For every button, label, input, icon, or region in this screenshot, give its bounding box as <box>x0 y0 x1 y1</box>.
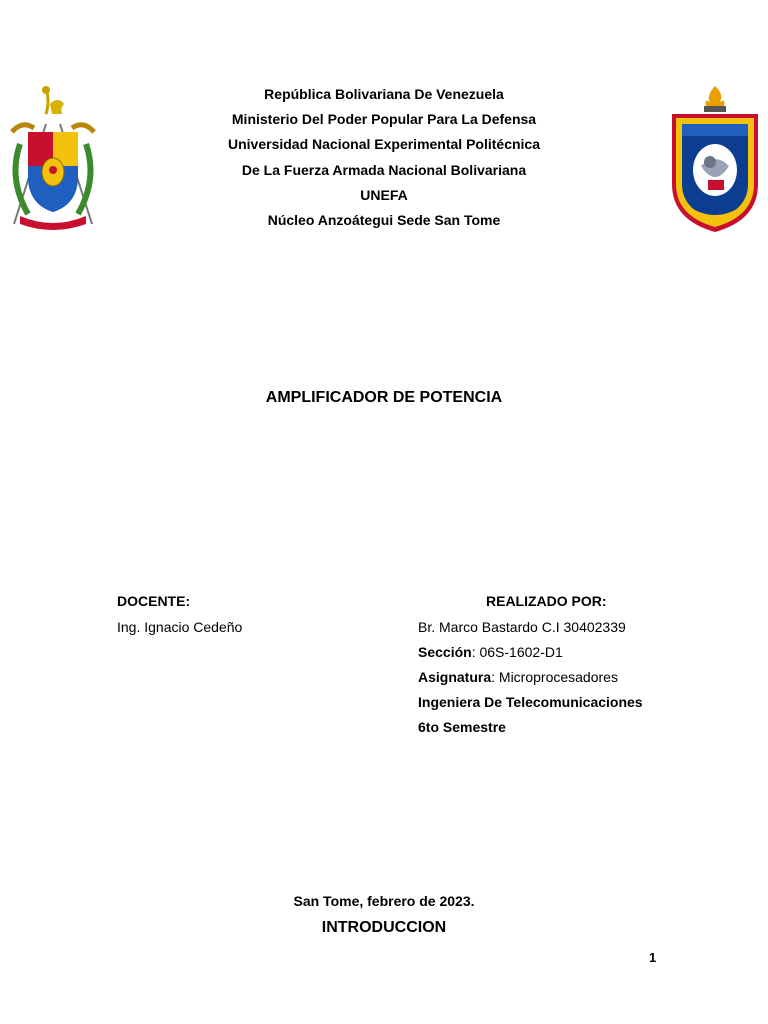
seccion-line <box>418 643 563 661</box>
seccion-value: : 06S-1602-D1 <box>471 644 563 660</box>
header-line-ministerio: Ministerio Del Poder Popular Para La Defensa <box>231 111 537 127</box>
seccion-label: Sección <box>418 644 472 660</box>
asignatura-value: : Microprocesadores <box>491 669 618 685</box>
asignatura-line <box>418 668 618 686</box>
header-line-fuerza-armada: De La Fuerza Armada Nacional Bolivariana <box>241 162 527 178</box>
header-line-nucleo: Núcleo Anzoátegui Sede San Tome <box>267 212 501 228</box>
page-number: 1 <box>649 950 657 965</box>
header-line-republica: República Bolivariana De Venezuela <box>264 86 504 102</box>
asignatura-label: Asignatura <box>418 669 492 685</box>
header-line-universidad: Universidad Nacional Experimental Politécnica <box>228 136 540 152</box>
realizado-name: Br. Marco Bastardo C.I 30402339 <box>418 619 626 635</box>
realizado-label: REALIZADO POR: <box>486 593 607 609</box>
header-line-unefa: UNEFA <box>360 187 408 203</box>
document-title: AMPLIFICADOR DE POTENCIA <box>265 389 503 406</box>
semestre-line: 6to Semestre <box>418 719 506 735</box>
carrera-line: Ingeniera De Telecomunicaciones <box>418 694 643 710</box>
docente-name: Ing. Ignacio Cedeño <box>117 619 243 635</box>
place-date: San Tome, febrero de 2023. <box>293 893 475 909</box>
docente-label: DOCENTE: <box>117 593 191 609</box>
next-section-heading: INTRODUCCION <box>321 919 447 936</box>
